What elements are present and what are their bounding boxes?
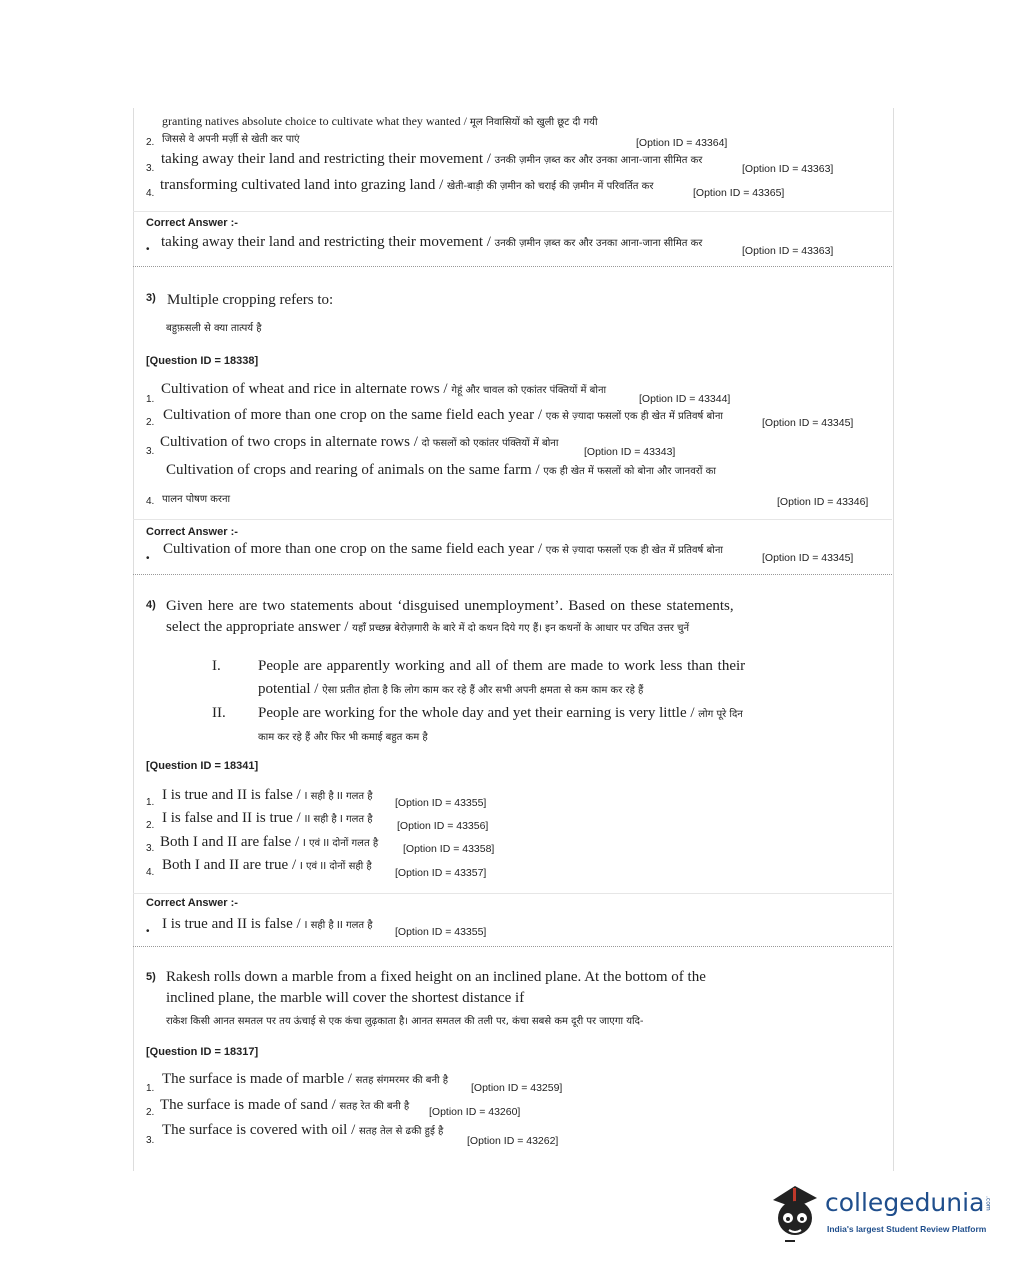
option-number: 3.	[146, 843, 155, 854]
question-text-hindi: राकेश किसी आनत समतल पर तय ऊंचाई से एक कंचा लुढ़काता है। आनत समतल की तली पर, कंचा सबसे कम दूरी पर जाएगा यदि-	[166, 1016, 644, 1027]
option-text: Cultivation of crops and rearing of animals on the same farm / एक ही खेत में फसलों को बोना और जानवरों का	[166, 462, 716, 478]
option-number: 2.	[146, 137, 155, 148]
option-number: 2.	[146, 417, 155, 428]
question-id: [Question ID = 18341]	[146, 760, 259, 772]
option-text: The surface is made of sand / सतह रेत की बनी है	[160, 1097, 410, 1113]
question-number: 3)	[146, 292, 156, 304]
question-text: Given here are two statements about ‘disguised unemployment’. Based on these statements,	[166, 598, 734, 614]
question-number: 5)	[146, 971, 156, 983]
option-text-cont: जिससे वे अपनी मर्ज़ी से खेती कर पाएं	[162, 134, 300, 145]
question-text: Multiple cropping refers to:	[167, 292, 334, 308]
statement-text-cont: काम कर रहे हैं और फिर भी कमाई बहुत कम है	[258, 732, 428, 743]
option-id: [Option ID = 43363]	[742, 163, 834, 175]
option-number: 3.	[146, 1135, 155, 1146]
mascot-icon	[765, 1178, 821, 1244]
option-text: Both I and II are false / I एवं II दोनों गलत है	[160, 834, 379, 850]
option-id: [Option ID = 43355]	[395, 797, 487, 809]
correct-answer-text: taking away their land and restricting their movement / उनकी ज़मीन ज़ब्त कर और उनका आना-जाना सीमित कर	[161, 234, 703, 250]
option-text: Both I and II are true / I एवं II दोनों सही है	[162, 857, 372, 873]
option-text: I is false and II is true / II सही है I गलत है	[162, 810, 373, 826]
question-id: [Question ID = 18317]	[146, 1046, 259, 1058]
option-text: Cultivation of wheat and rice in alternate rows / गेहूं और चावल को एकांतर पंक्तियों में बोना	[161, 381, 607, 397]
option-id: [Option ID = 43363]	[742, 245, 834, 257]
option-id: [Option ID = 43356]	[397, 820, 489, 832]
option-id: [Option ID = 43344]	[639, 393, 731, 405]
option-id: [Option ID = 43346]	[777, 496, 869, 508]
option-id: [Option ID = 43357]	[395, 867, 487, 879]
option-id: [Option ID = 43358]	[403, 843, 495, 855]
correct-answer-label: Correct Answer :-	[146, 897, 238, 909]
option-id: [Option ID = 43262]	[467, 1135, 559, 1147]
option-text: The surface is covered with oil / सतह तेल से ढकी हुई है	[162, 1122, 444, 1138]
question-text-hindi: बहुफ़सली से क्या तात्पर्य है	[166, 323, 262, 334]
logo-tagline: India's largest Student Review Platform	[827, 1224, 987, 1234]
statement-numeral: II.	[212, 705, 226, 721]
question-number: 4)	[146, 599, 156, 611]
option-text: I is true and II is false / I सही है II गलत है	[162, 787, 373, 803]
option-text: transforming cultivated land into grazing land / खेती-बाड़ी की ज़मीन को चराई की ज़मीन में परिवर्तित कर	[160, 177, 654, 193]
option-number: 3.	[146, 446, 155, 457]
option-id: [Option ID = 43365]	[693, 187, 785, 199]
option-text: granting natives absolute choice to cultivate what they wanted / मूल निवासियों को खुली छूट दी गयी	[162, 114, 598, 128]
option-number: 1.	[146, 1083, 155, 1094]
logo-wordmark: collegedunia.com	[825, 1188, 992, 1217]
option-id: [Option ID = 43343]	[584, 446, 676, 458]
option-number: 4.	[146, 496, 155, 507]
option-text: Cultivation of two crops in alternate rows / दो फसलों को एकांतर पंक्तियों में बोना	[160, 434, 559, 450]
correct-answer-label: Correct Answer :-	[146, 217, 238, 229]
question-id: [Question ID = 18338]	[146, 355, 259, 367]
correct-answer-text: Cultivation of more than one crop on the same field each year / एक से ज़्यादा फसलों एक ही खेत में प्रतिवर्ष बोना	[163, 541, 723, 557]
option-text: The surface is made of marble / सतह संगमरमर की बनी है	[162, 1071, 449, 1087]
option-number: 1.	[146, 394, 155, 405]
option-number: 2.	[146, 1107, 155, 1118]
option-id: [Option ID = 43259]	[471, 1082, 563, 1094]
option-id: [Option ID = 43345]	[762, 417, 854, 429]
bullet: •	[146, 926, 150, 937]
statement-text: People are apparently working and all of them are made to work less than their	[258, 658, 746, 674]
correct-answer-label: Correct Answer :-	[146, 526, 238, 538]
option-id: [Option ID = 43345]	[762, 552, 854, 564]
statement-text: People are working for the whole day and yet their earning is very little / लोग पूरे दिन	[258, 705, 743, 721]
question-text: select the appropriate answer / यहाँ प्रच्छन्न बेरोज़गारी के बारे में दो कथन दिये गए हैं। इन कथनों के आधार पर उचित उत्तर चुनें	[166, 619, 690, 635]
option-id: [Option ID = 43260]	[429, 1106, 521, 1118]
bullet: •	[146, 244, 150, 255]
statement-numeral: I.	[212, 658, 221, 674]
statement-text: potential / ऐसा प्रतीत होता है कि लोग काम कर रहे हैं और सभी अपनी क्षमता से कम काम कर रहे हैं	[258, 681, 644, 697]
option-id: [Option ID = 43355]	[395, 926, 487, 938]
option-number: 2.	[146, 820, 155, 831]
option-number: 4.	[146, 188, 155, 199]
option-number: 4.	[146, 867, 155, 878]
collegedunia-logo	[765, 1178, 995, 1248]
correct-answer-text: I is true and II is false / I सही है II गलत है	[162, 916, 373, 932]
bullet: •	[146, 553, 150, 564]
option-number: 3.	[146, 163, 155, 174]
page-frame	[133, 108, 894, 1171]
question-text: inclined plane, the marble will cover the shortest distance if	[166, 990, 525, 1006]
option-text: Cultivation of more than one crop on the same field each year / एक से ज़्यादा फसलों एक ही खेत में प्रतिवर्ष बोना	[163, 407, 723, 423]
question-text: Rakesh rolls down a marble from a fixed height on an inclined plane. At the bottom of the	[166, 969, 706, 985]
option-text-cont: पालन पोषण करना	[162, 494, 231, 505]
option-number: 1.	[146, 797, 155, 808]
option-id: [Option ID = 43364]	[636, 137, 728, 149]
option-text: taking away their land and restricting their movement / उनकी ज़मीन ज़ब्त कर और उनका आना-जाना सीमित कर	[161, 151, 703, 167]
